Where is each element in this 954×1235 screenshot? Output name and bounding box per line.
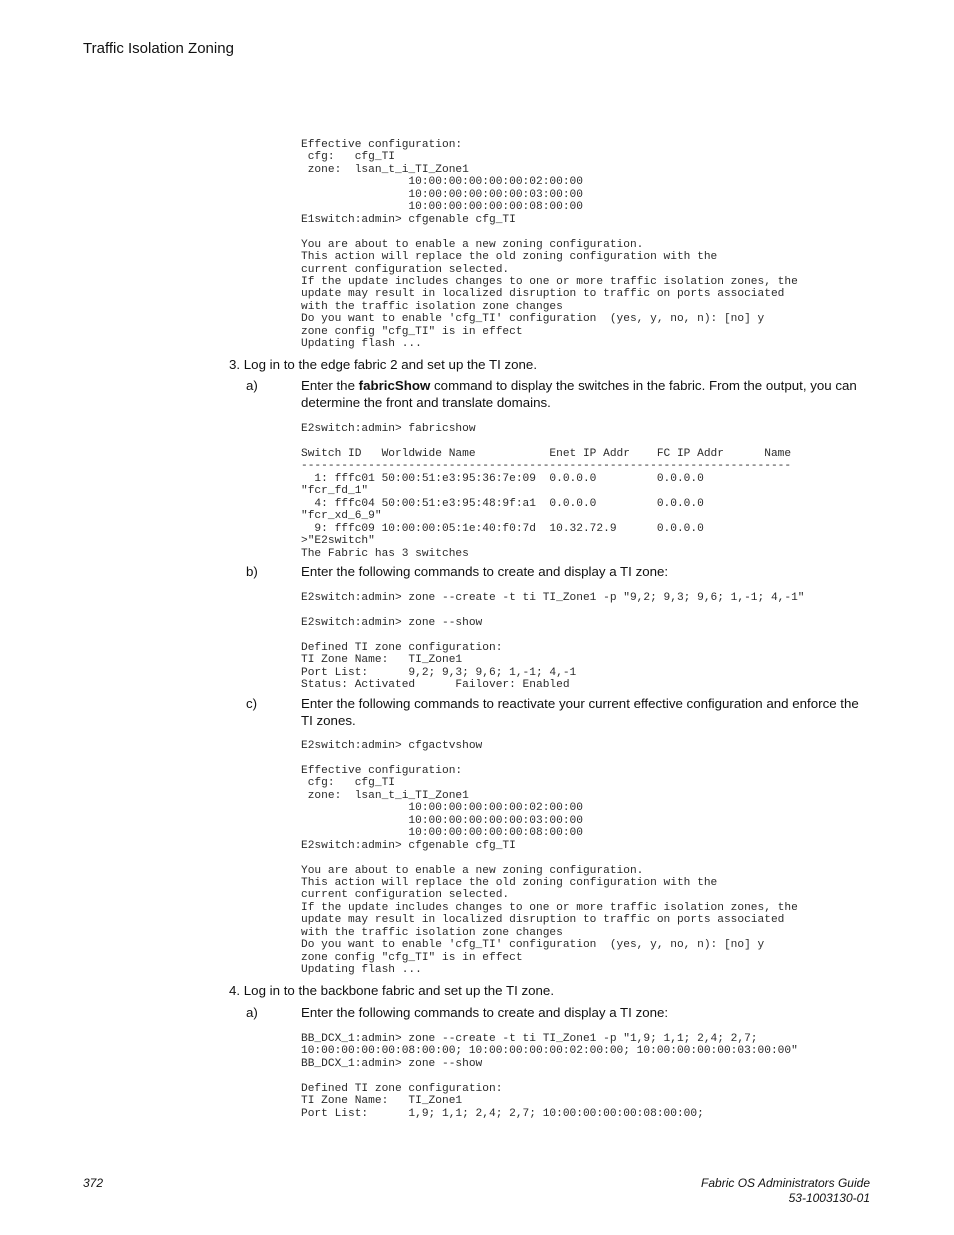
step-4a-label: a) bbox=[246, 1005, 258, 1020]
step-3: 3. Log in to the edge fabric 2 and set up the TI zone. bbox=[229, 357, 538, 372]
step-3a-label: a) bbox=[246, 378, 258, 393]
footer-doc-number: 53-1003130-01 bbox=[788, 1191, 870, 1205]
footer-doc-title: Fabric OS Administrators Guide bbox=[701, 1176, 870, 1190]
step-4a-text: Enter the following commands to create and display a TI zone: bbox=[301, 1005, 669, 1020]
code-block-fabricshow: E2switch:admin> fabricshow Switch ID Worldwide Name Enet IP Addr FC IP Addr Name ------------------------------------------------------------------------- 1: fffc01 50:00:51:e3:95:36:7e:09 0.0.0.0 0.0.0.0 "fcr_fd_1" 4: fffc04 50:00:51:e3:95:48:9f:a1 0.0.0.0 0.0.0.0 "fcr_xd_6_9" 9: fffc09 10:00:00:05:1e:40:f0:7d 10.32.72.9 0.0.0.0 >"E2switch" The Fabric has 3 switches bbox=[301, 423, 792, 560]
step-3b-text: Enter the following commands to create and display a TI zone: bbox=[301, 564, 669, 579]
page-number: 372 bbox=[83, 1176, 104, 1190]
step-3a-text bbox=[301, 377, 871, 411]
step-3c-text: Enter the following commands to reactivate your current effective configuration and enforce the TI zones. bbox=[301, 696, 859, 728]
code-block-cfgactvshow-e2: E2switch:admin> cfgactvshow Effective configuration: cfg: cfg_TI zone: lsan_t_i_TI_Zone1 10:00:00:00:00:00:02:00:00 10:00:00:00:00:00:03:00:00 10:00:00:00:00:00:08:00:00 E2switch:admin> cfgenable cfg_TI You are about to enable a new zoning configuration. This action will replace the old zoning configuration with the current configuration selected. If the update includes changes to one or more traffic isolation zones, the update may result in localized disruption to traffic on ports associated with the traffic isolation zone changes Do you want to enable 'cfg_TI' configuration (yes, y, no, n): [no] y zone config "cfg_TI" is in effect Updating flash ... bbox=[301, 740, 798, 977]
running-header: Traffic Isolation Zoning bbox=[83, 40, 234, 57]
command-name: fabricShow bbox=[358, 378, 431, 393]
code-block-zone-create-bb: BB_DCX_1:admin> zone --create -t ti TI_Zone1 -p "1,9; 1,1; 2,4; 2,7; 10:00:00:00:00:08:00:00; 10:00:00:00:00:02:00:00; 10:00:00:00:00:03:00:00" BB_DCX_1:admin> zone --show Defined TI zone configuration: TI Zone Name: TI_Zone1 Port List: 1,9; 1,1; 2,4; 2,7; 10:00:00:00:00:08:00:00; bbox=[301, 1033, 798, 1120]
step-3a-text-post: command to display the switches in the fabric. From the output, you can determine the front and translate domains. bbox=[301, 378, 857, 410]
step-3a-text-pre: Enter the bbox=[301, 378, 359, 393]
footer-doc-info bbox=[701, 1176, 870, 1206]
step-3c-label: c) bbox=[246, 696, 258, 711]
step-4: 4. Log in to the backbone fabric and set up the TI zone. bbox=[229, 983, 555, 998]
code-block-effective-config-e1: Effective configuration: cfg: cfg_TI zone: lsan_t_i_TI_Zone1 10:00:00:00:00:00:02:00:00 10:00:00:00:00:00:03:00:00 10:00:00:00:00:00:08:00:00 E1switch:admin> cfgenable cfg_TI You are about to enable a new zoning configuration. This action will replace the old zoning configuration with the current configuration selected. If the update includes changes to one or more traffic isolation zones, the update may result in localized disruption to traffic on ports associated with the traffic isolation zone changes Do you want to enable 'cfg_TI' configuration (yes, y, no, n): [no] y zone config "cfg_TI" is in effect Updating flash ... bbox=[301, 139, 798, 351]
step-3b-label: b) bbox=[246, 564, 258, 579]
code-block-zone-create-e2: E2switch:admin> zone --create -t ti TI_Zone1 -p "9,2; 9,3; 9,6; 1,-1; 4,-1" E2switch:admin> zone --show Defined TI zone configuration: TI Zone Name: TI_Zone1 Port List: 9,2; 9,3; 9,6; 1,-1; 4,-1 Status: Activated Failover: Enabled bbox=[301, 592, 805, 692]
